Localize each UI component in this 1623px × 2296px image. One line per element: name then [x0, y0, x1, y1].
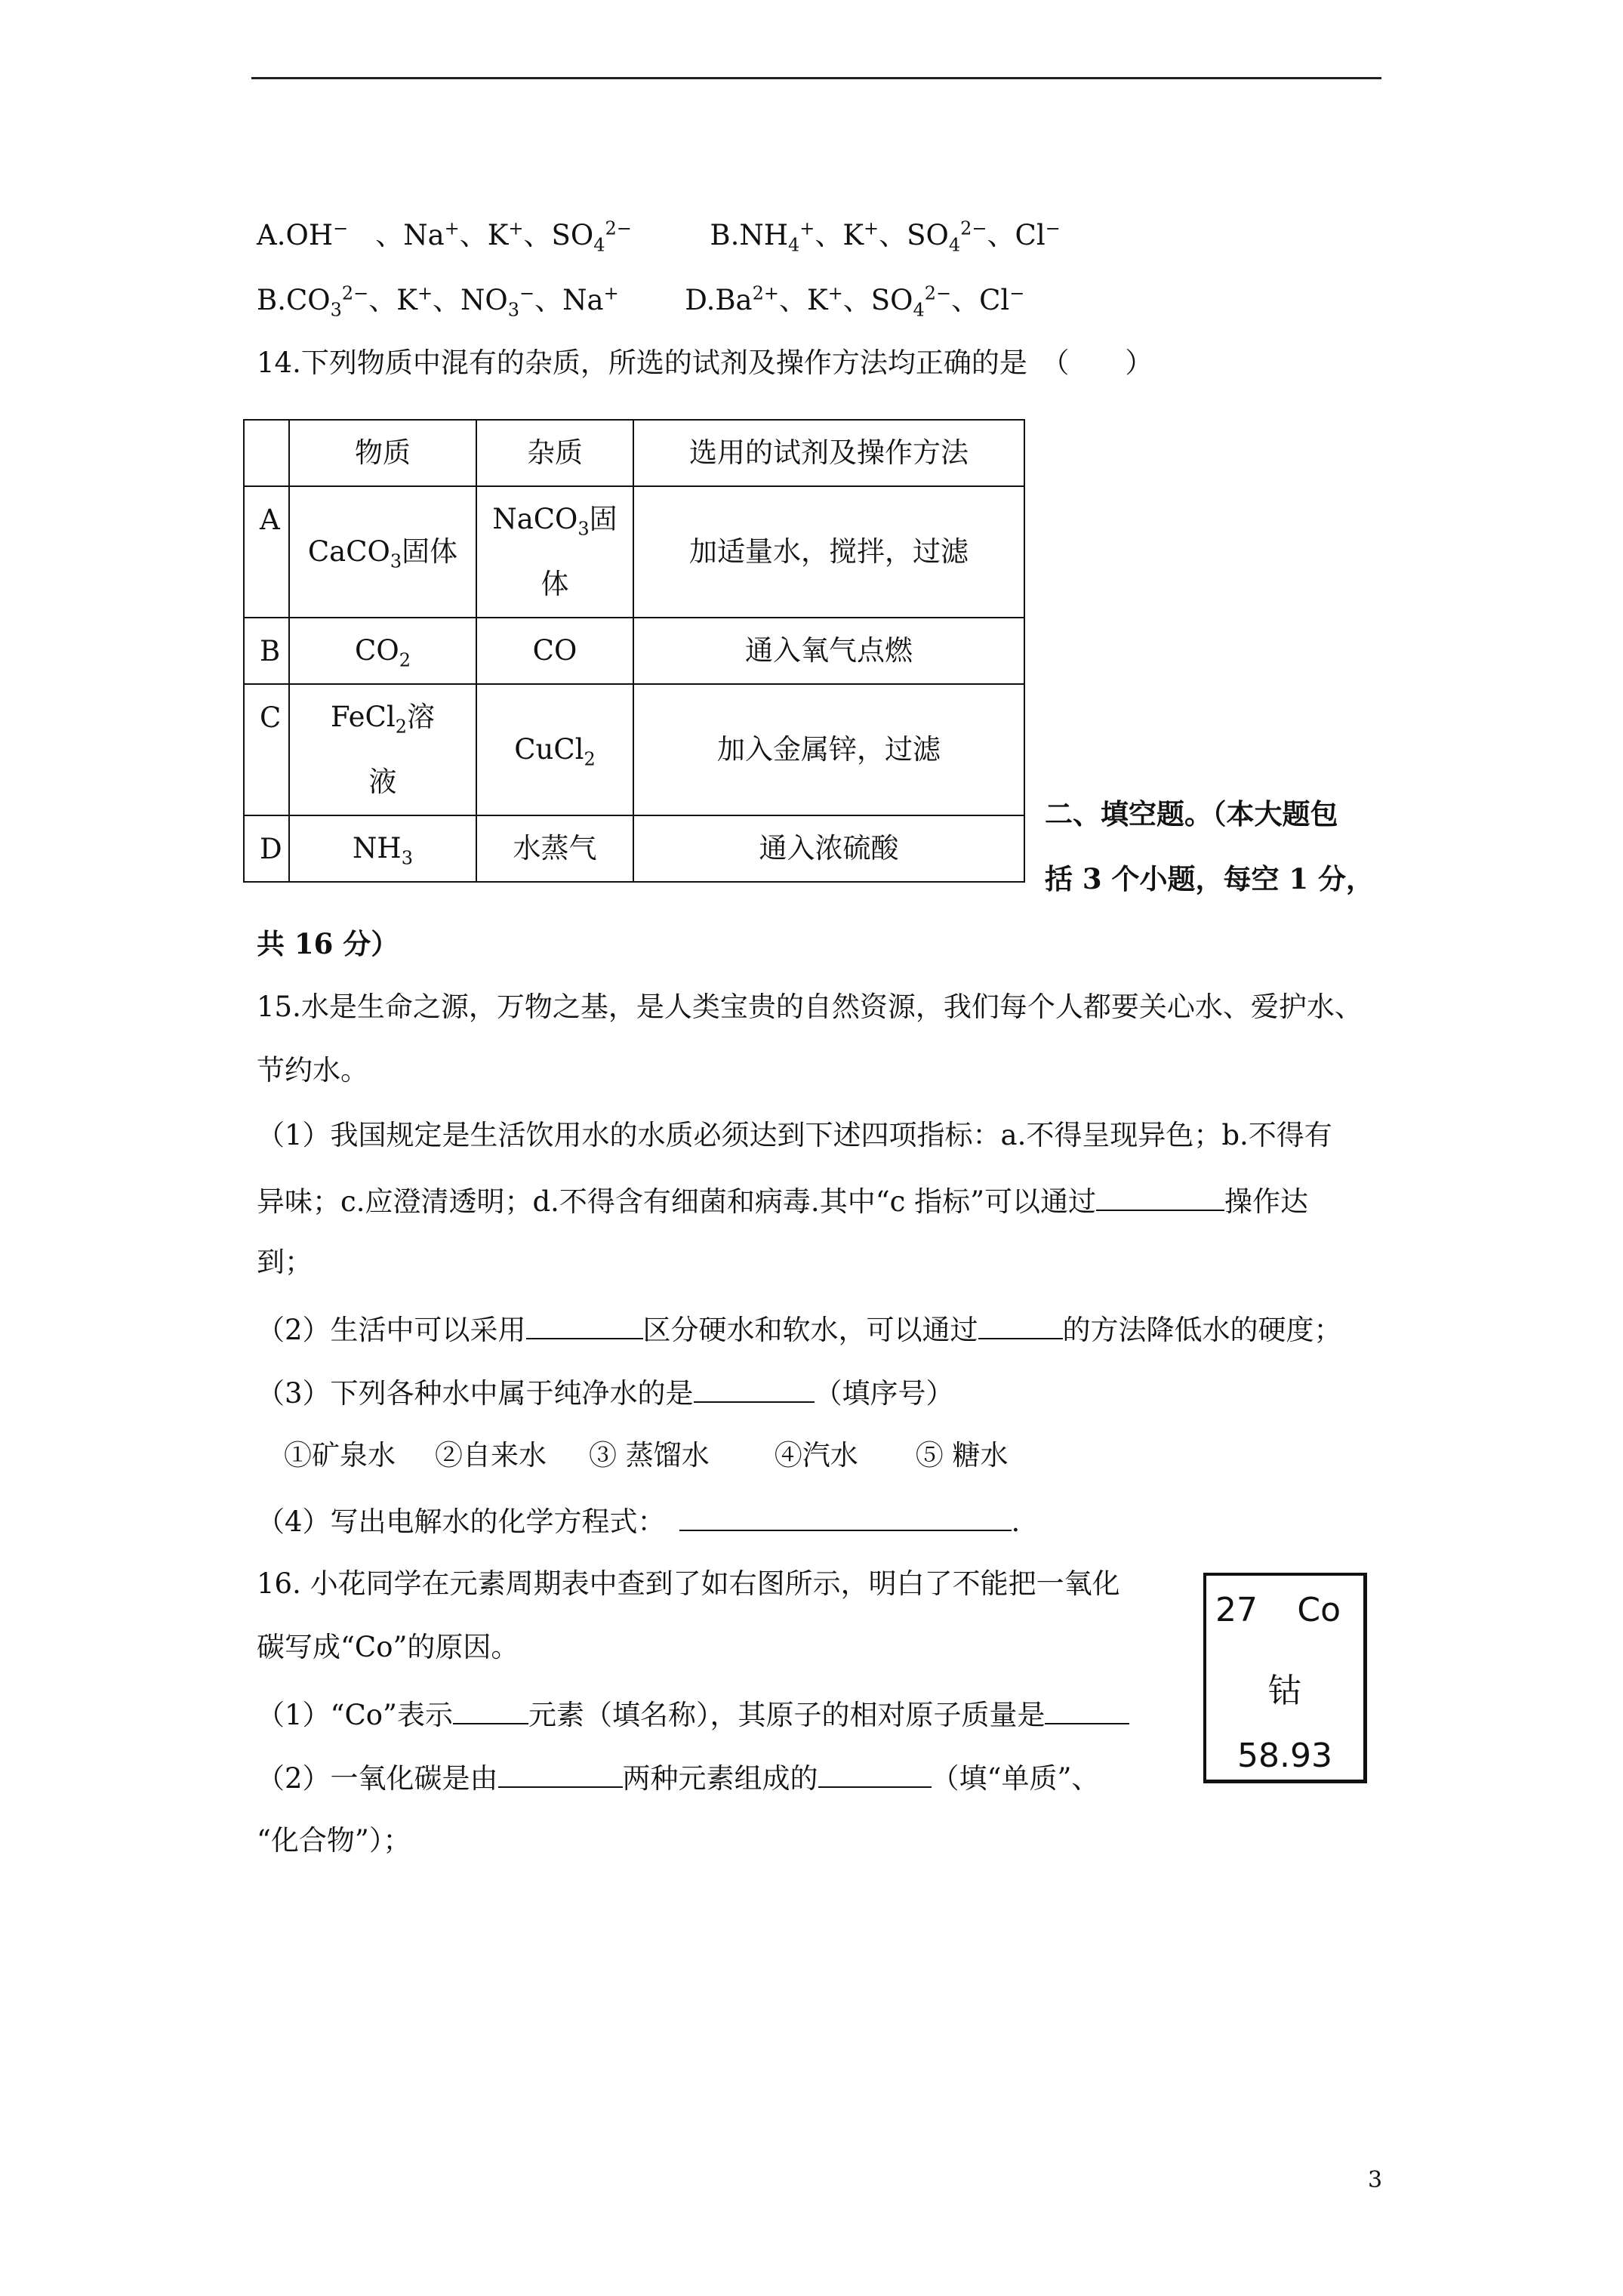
table-header-substance: 物质: [289, 420, 476, 486]
answer-blank[interactable]: [679, 1501, 1012, 1531]
q15-stem-1: 15.水是生命之源，万物之基，是人类宝贵的自然资源，我们每个人都要关心水、爱护水、: [257, 991, 1363, 1023]
table-row: [244, 815, 1024, 882]
table-header-row: [244, 420, 1024, 486]
section2-heading-2: 括 3 个小题，每空 1 分，: [1045, 862, 1375, 895]
periodic-table-cell: [1203, 1573, 1367, 1783]
q16-part2: （2）一氧化碳是由 两种元素组成的 （填“单质”、: [257, 1758, 1099, 1797]
q16-stem-2: 碳写成“Co”的原因。: [257, 1631, 519, 1663]
table-header-method: 选用的试剂及操作方法: [633, 420, 1024, 486]
row-method: 通入氧气点燃: [633, 618, 1024, 684]
q16-stem-1: 16. 小花同学在元素周期表中查到了如右图所示，明白了不能把一氧化: [257, 1567, 1120, 1600]
row-key: A: [244, 486, 289, 618]
section2-heading-3: 共 16 分）: [257, 927, 399, 960]
table-row: [244, 684, 1024, 815]
q14-table: [243, 419, 1025, 883]
answer-blank[interactable]: [453, 1694, 528, 1724]
answer-blank[interactable]: [526, 1309, 643, 1339]
row-substance: FeCl$_2$溶 液: [289, 684, 476, 815]
row-impurity: CO: [476, 618, 633, 684]
answer-blank[interactable]: [818, 1758, 932, 1788]
row-method: 通入浓硫酸: [633, 815, 1024, 882]
table-header-empty: [244, 420, 289, 486]
row-substance: $CO_2$: [289, 618, 476, 684]
answer-blank[interactable]: [1096, 1181, 1224, 1211]
row-method: 加入金属锌，过滤: [633, 684, 1024, 815]
atomic-mass: 58.93: [1237, 1737, 1332, 1775]
q15-part3: （3）下列各种水中属于纯净水的是 （填序号）: [257, 1373, 954, 1412]
header-rule: [251, 77, 1381, 79]
row-substance: CaCO$_3$固体: [289, 486, 476, 618]
table-row: [244, 486, 1024, 618]
row-key: B: [244, 618, 289, 684]
ion-options-line-2: $B.CO_3^{2-}$、K+、$NO_3^-$、Na+ $D.Ba^{2+}$、K+、$SO_4^{2-}$、Cl−: [257, 282, 1025, 321]
answer-blank[interactable]: [978, 1309, 1063, 1339]
row-method: 加适量水，搅拌，过滤: [633, 486, 1024, 618]
q15-choices: ①矿泉水 ②自来水 ③ 蒸馏水 ④汽水 ⑤ 糖水: [284, 1439, 1009, 1472]
q15-part1-c: 到；: [257, 1246, 313, 1278]
q15-part1-a: （1）我国规定是生活饮用水的水质必须达到下述四项指标：a.不得呈现异色；b.不得有: [257, 1119, 1332, 1151]
table-row: [244, 618, 1024, 684]
q15-part1-b: 异味；c.应澄清透明；d.不得含有细菌和病毒.其中“c 指标”可以通过 操作达: [257, 1181, 1308, 1220]
q15-stem-2: 节约水。: [257, 1054, 368, 1086]
q15-part4: （4）写出电解水的化学方程式： .: [257, 1501, 1020, 1540]
row-key: C: [244, 684, 289, 815]
row-substance: $NH_3$: [289, 815, 476, 882]
q15-part2: （2）生活中可以采用 区分硬水和软水，可以通过 的方法降低水的硬度；: [257, 1309, 1342, 1348]
page-number: 3: [1368, 2167, 1383, 2193]
answer-blank[interactable]: [694, 1373, 815, 1403]
atomic-number: 27: [1215, 1591, 1258, 1629]
element-name: 钴: [1268, 1672, 1301, 1710]
q16-part1: （1）“Co”表示 元素（填名称），其原子的相对原子质量是: [257, 1694, 1129, 1734]
section2-heading-1: 二、填空题。（本大题包: [1045, 797, 1338, 831]
row-impurity: NaCO$_3$固 体: [476, 486, 633, 618]
row-impurity: CuCl$_2$: [476, 684, 633, 815]
answer-blank[interactable]: [498, 1758, 623, 1788]
answer-blank[interactable]: [1045, 1694, 1129, 1724]
ion-options-line-1: A.OH− 、Na+、K+、$SO_4^{2-}$ $B.NH_4^+$、K+、$SO_4^{2-}$、Cl−: [257, 217, 1061, 256]
element-symbol: Co: [1297, 1591, 1341, 1629]
table-header-impurity: 杂质: [476, 420, 633, 486]
q14-stem: 14.下列物质中混有的杂质，所选的试剂及操作方法均正确的是 （ ）: [257, 347, 1153, 379]
row-key: D: [244, 815, 289, 882]
row-impurity: 水蒸气: [476, 815, 633, 882]
q16-part2-b: “化合物”）；: [257, 1824, 411, 1857]
